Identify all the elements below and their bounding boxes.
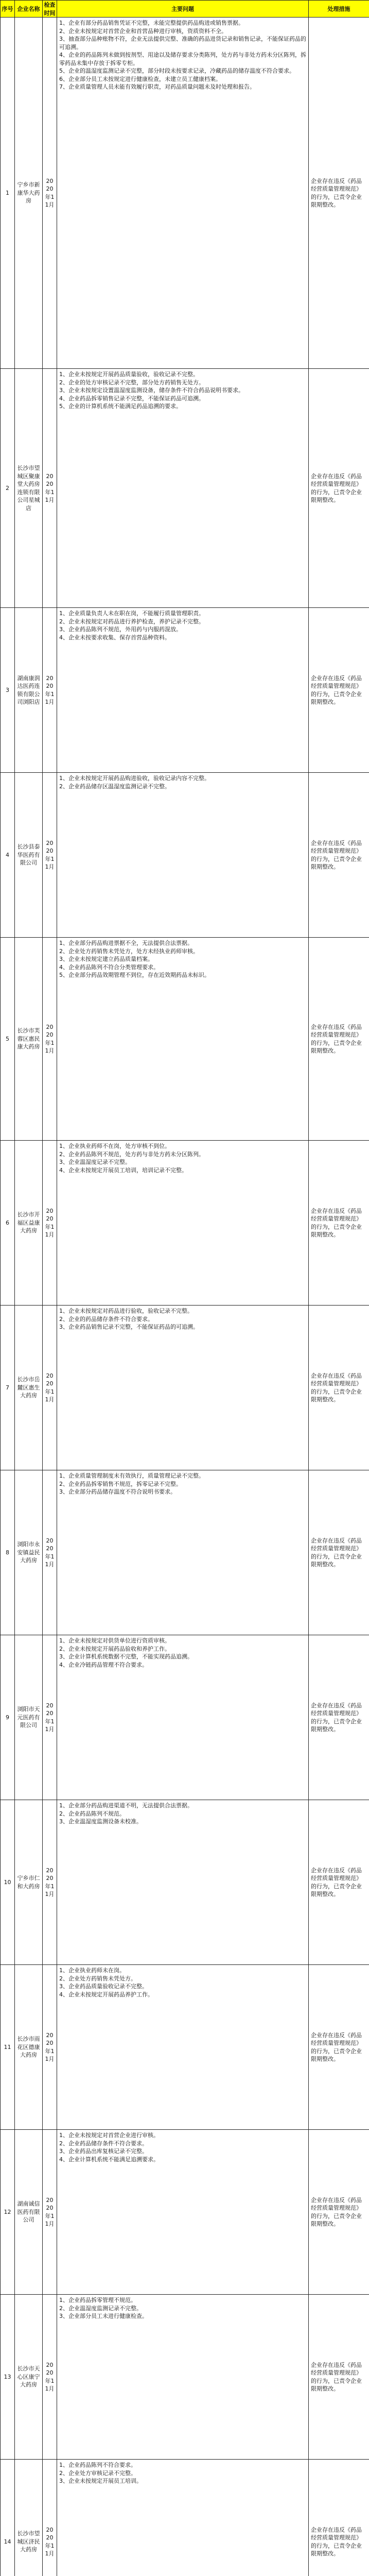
main-issues: [57, 938, 309, 1141]
issue-item: 1、企业质量负责人未在职在岗，不能履行质量管理职责。: [59, 610, 204, 617]
row-number: 1: [1, 18, 15, 369]
issue-item: 3、企业温湿度记录不完整。: [59, 1159, 131, 1165]
inspection-time: 2020年11月: [43, 1965, 57, 2130]
measures: 企业存在违反《药品经营质量管理规范》的行为，已责令企业限期整改。: [309, 18, 369, 369]
main-issues: [57, 369, 309, 608]
issue-item: 2、企业处方药销售未凭处方。: [59, 1975, 136, 1982]
company-name: 浏阳市天元医药有限公司: [15, 1635, 43, 1800]
header-company-name: 企业名称: [15, 1, 43, 18]
table-row: [1, 1800, 369, 1965]
company-name: 长沙县泰华医药有限公司: [15, 773, 43, 938]
inspection-time: 2020年11月: [43, 2130, 57, 2295]
issue-item: 4、企业未按规定开展员工培训，培训记录不完整。: [59, 1166, 187, 1174]
inspection-time: 2020年11月: [43, 1800, 57, 1965]
issue-item: 1、企业未按规定开展药品质量验收，验收记录不完整。: [59, 371, 199, 378]
table-row: [1, 1965, 369, 2130]
issue-item: 4、企业药品陈列不符合分类管理要求。: [59, 963, 159, 971]
row-number: 4: [1, 773, 15, 938]
inspection-time: 2020年11月: [43, 2460, 57, 2576]
inspection-time: 2020年11月: [43, 1306, 57, 1470]
company-name: 长沙市岳麓区惠生大药房: [15, 1306, 43, 1470]
issue-item: 4、企业药品拆零销售记录不完整，不能保证药品可追溯。: [59, 395, 204, 402]
issue-item: 3、企业药品出库复核记录不完整。: [59, 2148, 148, 2155]
main-issues: [57, 1800, 309, 1965]
table-row: [1, 2295, 369, 2460]
table-header: [1, 1, 369, 18]
measures: 企业存在违反《药品经营质量管理规范》的行为，已责令企业限期整改。: [309, 773, 369, 938]
issue-item: 3、企业计算机系统数据不完整，不能实现药品追溯。: [59, 1653, 193, 1660]
main-issues: [57, 1141, 309, 1306]
main-issues: [57, 18, 309, 369]
issue-item: 3、企业药品陈列不规范，外用药与内服药混放。: [59, 626, 182, 633]
inspection-time: 2020年11月: [43, 938, 57, 1141]
issue-item: 2、企业未按规定对药品进行养护检查，养护记录不完整。: [59, 618, 204, 625]
table-row: [1, 938, 369, 1141]
main-issues: [57, 1965, 309, 2130]
company-name: 长沙市雨花区德康大药房: [15, 1965, 43, 2130]
company-name: 湖南康润达医药连锁有限公司浏阳店: [15, 608, 43, 773]
issue-item: 1、企业执业药师不在岗，处方审核不到位。: [59, 1143, 170, 1149]
issue-item: 2、企业处方药销售未凭处方，处方未经执业药师审核。: [59, 947, 199, 955]
issue-item: 2、企业药品陈列不规范，处方药与非处方药未分区陈列。: [59, 1150, 204, 1158]
table-row: [1, 369, 369, 608]
main-issues: [57, 608, 309, 773]
issue-item: 5、企业的计算机系统不能满足药品追溯的要求。: [59, 403, 182, 410]
inspection-time: 2020年11月: [43, 2295, 57, 2460]
measures: 企业存在违反《药品经营质量管理规范》的行为，已责令企业限期整改。: [309, 2460, 369, 2576]
header-main-issues: 主要问题: [57, 1, 309, 18]
measures: 企业存在违反《药品经营质量管理规范》的行为，已责令企业限期整改。: [309, 2295, 369, 2460]
table-row: [1, 18, 369, 369]
company-name: 长沙市望城区聚康堂大药房连锁有限公司星城店: [15, 369, 43, 608]
company-name: 长沙市天心区康宁大药房: [15, 2295, 43, 2460]
issue-item: 3、企业药品质量验收记录不完整。: [59, 1983, 148, 1990]
issue-item: 1、企业未按规定对供货单位进行资质审核。: [59, 1637, 170, 1644]
row-number: 2: [1, 369, 15, 608]
row-number: 11: [1, 1965, 15, 2130]
issue-item: 1、企业未按规定开展药品购进验收，验收记录内容不完整。: [59, 775, 210, 782]
table-row: [1, 1635, 369, 1800]
row-number: 14: [1, 2460, 15, 2576]
company-name: 宁乡市新康华大药房: [15, 18, 43, 369]
issue-item: 4、企业的药品陈列未做到按剂型、用途以及储存要求分类陈列，处方药与非处方药未分区陈列，拆零药品未集中存放于拆零专柜。: [59, 52, 306, 66]
table-row: [1, 773, 369, 938]
inspection-time: 2020年11月: [43, 369, 57, 608]
inspection-time: 2020年11月: [43, 18, 57, 369]
measures: 企业存在违反《药品经营质量管理规范》的行为，已责令企业限期整改。: [309, 608, 369, 773]
issue-item: 2、企业药品储存条件不符合要求。: [59, 2140, 148, 2147]
issue-item: 4、企业未按规定开展药品养护工作。: [59, 1991, 153, 1998]
measures: 企业存在违反《药品经营质量管理规范》的行为，已责令企业限期整改。: [309, 1141, 369, 1306]
main-issues: [57, 2460, 309, 2576]
measures: 企业存在违反《药品经营质量管理规范》的行为，已责令企业限期整改。: [309, 2130, 369, 2295]
issue-item: 2、企业处方审核记录不完整。: [59, 2469, 136, 2477]
main-issues: [57, 2130, 309, 2295]
row-number: 6: [1, 1141, 15, 1306]
main-issues: [57, 1306, 309, 1470]
issue-item: 3、企业药品销售记录不完整，不能保证药品的可追溯。: [59, 1324, 199, 1330]
issue-item: 1、企业药品陈列不符合要求。: [59, 2462, 136, 2468]
inspection-time: 2020年11月: [43, 1635, 57, 1800]
row-number: 8: [1, 1470, 15, 1635]
issue-item: 2、企业温湿度监测记录不完整。: [59, 2304, 142, 2312]
measures: 企业存在违反《药品经营质量管理规范》的行为，已责令企业限期整改。: [309, 1470, 369, 1635]
main-issues: [57, 773, 309, 938]
issue-item: 1、企业药品拆零管理不规范。: [59, 2297, 136, 2303]
issue-item: 4、企业计算机系统不能满足追溯要求。: [59, 2156, 159, 2163]
row-number: 9: [1, 1635, 15, 1800]
issue-item: 1、企业部分药品购进票据不全，无法提供合法票据。: [59, 940, 193, 946]
table-row: [1, 608, 369, 773]
main-issues: [57, 1635, 309, 1800]
issue-item: 1、企业未按规定对药品进行验收，验收记录不完整。: [59, 1308, 193, 1314]
measures: 企业存在违反《药品经营质量管理规范》的行为，已责令企业限期整改。: [309, 1800, 369, 1965]
issue-item: 2、企业药品拆零销售不规范，拆零记录不完整。: [59, 1480, 182, 1487]
company-name: 长沙市芙蓉区惠民康大药房: [15, 938, 43, 1141]
measures: 企业存在违反《药品经营质量管理规范》的行为，已责令企业限期整改。: [309, 1306, 369, 1470]
measures: 企业存在违反《药品经营质量管理规范》的行为，已责令企业限期整改。: [309, 1965, 369, 2130]
measures: 企业存在违反《药品经营质量管理规范》的行为，已责令企业限期整改。: [309, 1635, 369, 1800]
issue-item: 3、企业未按规定建立药品质量档案。: [59, 956, 153, 962]
issue-item: 3、企业温湿度监测设备未校准。: [59, 1818, 142, 1825]
issue-item: 4、企业冷链药品管理不符合要求。: [59, 1661, 148, 1668]
issue-item: 3、企业未按规定开展员工培训。: [59, 2478, 142, 2484]
issue-item: 3、企业部分员工未进行健康检查。: [59, 2313, 148, 2319]
table-row: [1, 2460, 369, 2576]
issue-item: 1、企业执业药师未在岗。: [59, 1967, 125, 1974]
row-number: 5: [1, 938, 15, 1141]
row-number: 3: [1, 608, 15, 773]
inspection-time: 2020年11月: [43, 1141, 57, 1306]
main-issues: [57, 2295, 309, 2460]
row-number: 7: [1, 1306, 15, 1470]
measures: 企业存在违反《药品经营质量管理规范》的行为，已责令企业限期整改。: [309, 938, 369, 1141]
issue-item: 5、企业部分药品效期管理不到位，存在近效期药品未标识。: [59, 972, 210, 978]
table-row: [1, 1470, 369, 1635]
issue-item: 3、抽查部分品种账物不符，企业无法提供完整、准确的药品进货记录和销售记录，不能保证药品的可追溯。: [59, 36, 306, 50]
company-name: 宁乡市仁和大药房: [15, 1800, 43, 1965]
issue-item: 2、企业药品储存区温湿度监测记录不完整。: [59, 783, 170, 790]
company-name: 长沙市开福区益康大药房: [15, 1141, 43, 1306]
company-name: 长沙市望城区济民大药房: [15, 2460, 43, 2576]
issue-item: 3、企业部分药品储存温度不符合说明书要求。: [59, 1488, 176, 1495]
issue-item: 7、企业质量管理人员未能有效履行职责，对药品质量问题未及时处理和报告。: [59, 83, 255, 90]
issue-item: 1、企业部分药品购进渠道不明，无法提供合法票据。: [59, 1802, 193, 1809]
table-row: [1, 1306, 369, 1470]
inspection-time: 2020年11月: [43, 1470, 57, 1635]
issue-item: 6、企业部分员工未按规定进行健康检查，未建立员工健康档案。: [59, 75, 221, 82]
row-number: 13: [1, 2295, 15, 2460]
inspection-time: 2020年11月: [43, 608, 57, 773]
issue-item: 5、企业的温湿度监测记录不完整，部分时段未按要求记录，冷藏药品的储存温度不符合要求。: [59, 67, 295, 74]
row-number: 12: [1, 2130, 15, 2295]
header-measures: 处理措施: [309, 1, 369, 18]
table-row: [1, 1141, 369, 1306]
table-body: [1, 18, 369, 2576]
issue-item: 2、企业未按规定对首营企业和首营品种进行审核，资质资料不全。: [59, 27, 227, 35]
header-inspection-time: 检查时间: [43, 1, 57, 18]
table-row: [1, 2130, 369, 2295]
issue-item: 1、企业质量管理制度未有效执行，质量管理记录不完整。: [59, 1472, 204, 1479]
company-name: 湖南诚信医药有限公司: [15, 2130, 43, 2295]
issue-item: 1、企业有部分药品销售凭证不完整，未能完整提供药品购进或销售票据。: [59, 20, 244, 26]
row-number: 10: [1, 1800, 15, 1965]
header-row: [1, 1, 369, 18]
company-name: 浏阳市永安镇益民大药房: [15, 1470, 43, 1635]
issue-item: 2、企业的处方审核记录不完整，部分处方药销售无处方。: [59, 379, 204, 386]
issue-item: 3、企业未按规定设置温湿度监测设备，储存条件不符合药品说明书要求。: [59, 387, 244, 394]
main-issues: [57, 1470, 309, 1635]
issue-item: 2、企业药品陈列不规范。: [59, 1810, 125, 1817]
inspection-time: 2020年11月: [43, 773, 57, 938]
measures: 企业存在违反《药品经营质量管理规范》的行为，已责令企业限期整改。: [309, 369, 369, 608]
issue-item: 2、企业的药品储存条件不符合要求。: [59, 1315, 153, 1323]
issue-item: 1、企业未按规定对首营企业进行审核。: [59, 2132, 159, 2139]
issue-item: 2、企业未按规定开展药品验收和养护工作。: [59, 1645, 170, 1652]
header-no: 序号: [1, 1, 15, 18]
issue-item: 4、企业未按要求收集、保存首营品种资料。: [59, 634, 170, 641]
